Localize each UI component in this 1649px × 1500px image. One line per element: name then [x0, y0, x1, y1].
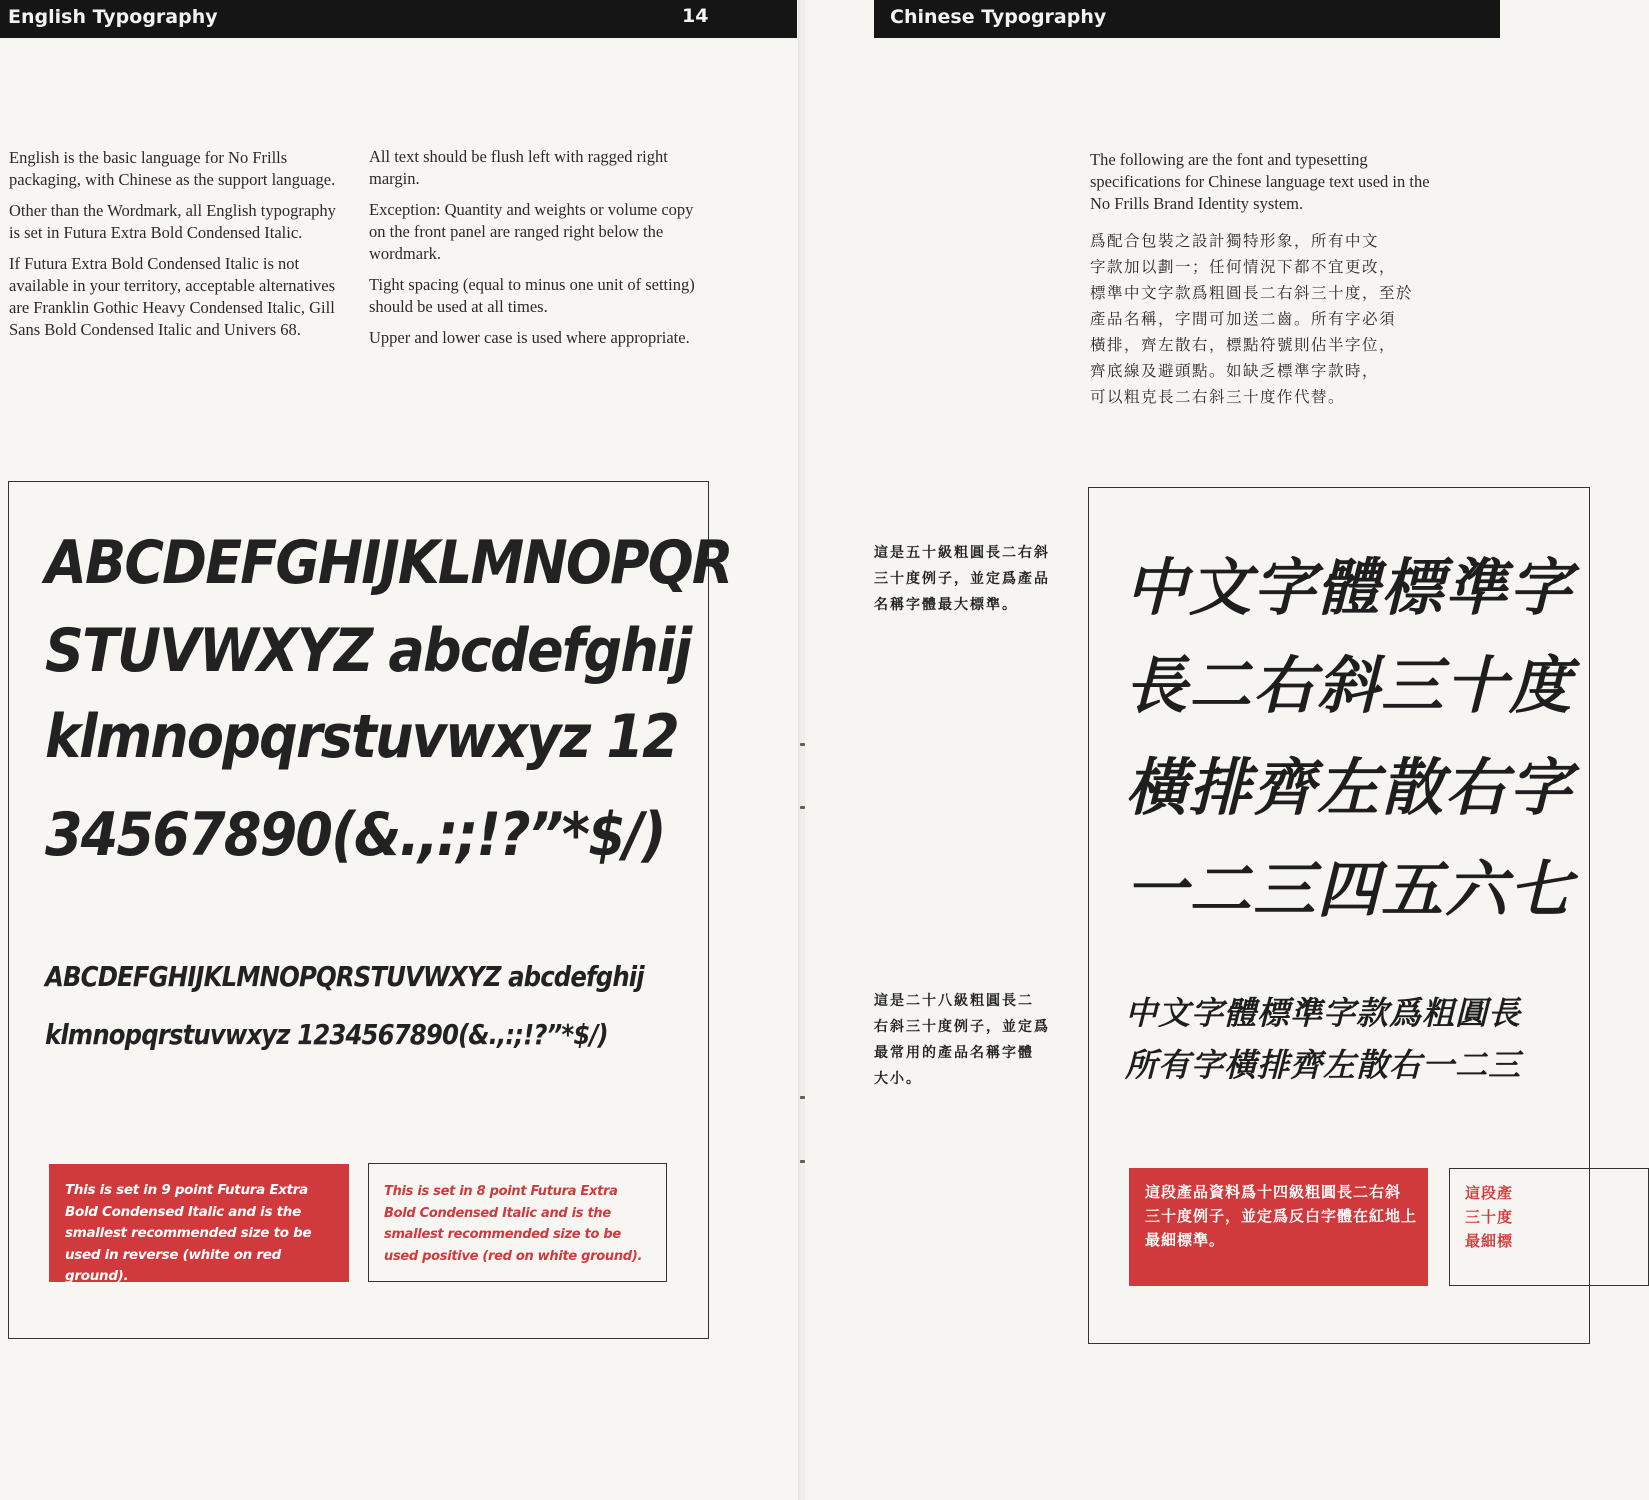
specimen-line-large: 長二右斜三十度: [1125, 649, 1574, 722]
text-line: 標準中文字款爲粗圓長二右斜三十度，至於: [1090, 284, 1414, 302]
text-line: 產品名稱，字間可加送二齒。所有字必須: [1090, 310, 1397, 328]
english-type-specimen: [8, 481, 732, 1339]
english-typography-page: [0, 0, 800, 1500]
paragraph: All text should be flush left with ragged right margin.: [369, 147, 668, 188]
specimen-line-large: 中文字體標準字: [1125, 551, 1574, 624]
specimen-line-small: ABCDEFGHIJKLMNOPQRSTUVWXYZ abcdefghij: [45, 960, 644, 993]
specimen-line-large: 34567890(&.,:;!?”*$/): [45, 800, 665, 870]
intro-text: [1090, 149, 1445, 224]
paragraph: Exception: Quantity and weights or volume copy on the front panel are ranged right below the wordmark.: [369, 200, 694, 263]
sample-line: 最細標準。: [1145, 1231, 1226, 1249]
paragraph: If Futura Extra Bold Condensed Italic is not available in your territory, acceptable alternatives are Franklin Gothic Heavy Condensed Italic, Gill Sans Bold Condensed Italic and Univers 68.: [9, 254, 336, 339]
paragraph: Other than the Wordmark, all English typography is set in Futura Extra Bold Condensed Italic.: [9, 201, 336, 242]
body-text-column-2: [369, 146, 714, 358]
reverse-size-sample: [1129, 1168, 1428, 1286]
body-text-column-1: [9, 147, 339, 350]
caption-line: 名稱字體最大標準。: [874, 597, 1018, 613]
caption-line: 最常用的產品名稱字體: [874, 1045, 1034, 1061]
sample-line: 這段產品資料爲十四級粗圓長二右斜: [1145, 1183, 1402, 1201]
sample-line: 三十度例子，並定爲反白字體在紅地上: [1145, 1207, 1418, 1225]
chinese-body-text: [1090, 228, 1450, 410]
paragraph: English is the basic language for No Frills packaging, with Chinese as the support language.: [9, 148, 336, 189]
page-number: 14: [682, 5, 709, 27]
page-title: Chinese Typography: [890, 6, 1107, 28]
specimen-line-large: klmnopqrstuvwxyz 12: [45, 702, 678, 772]
text-line: 橫排，齊左散右，標點符號則佔半字位，: [1090, 336, 1397, 354]
caption-line: 大小。: [874, 1071, 922, 1087]
specimen-line-large: 橫排齊左散右字: [1125, 751, 1574, 824]
paragraph: The following are the font and typesetting specifications for Chinese language text used in the No Frills Brand Identity system.: [1090, 150, 1430, 213]
text-line: 字款加以劃一；任何情況下都不宜更改，: [1090, 258, 1397, 276]
caption-line: 這是五十級粗圓長二右斜: [874, 545, 1050, 561]
page-header: [874, 0, 1500, 38]
page-title: English Typography: [8, 6, 218, 28]
positive-size-sample: This is set in 8 point Futura Extra Bold Condensed Italic and is the smallest recommended size to be used positive (red on white ground).: [368, 1163, 667, 1282]
paragraph: Upper and lower case is used where appropriate.: [369, 328, 690, 347]
caption-common-size: [874, 988, 1074, 1092]
sample-line: 三十度: [1465, 1208, 1514, 1226]
caption-line: 這是二十八級粗圓長二: [874, 993, 1034, 1009]
caption-line: 三十度例子，並定爲產品: [874, 571, 1050, 587]
specimen-line-large: 一二三四五六七: [1125, 853, 1574, 926]
text-line: 齊底線及避頭點。如缺乏標準字款時，: [1090, 362, 1380, 380]
specimen-line-medium: 所有字橫排齊左散右一二三: [1125, 1046, 1522, 1084]
specimen-line-small: klmnopqrstuvwxyz 1234567890(&.,:;!?”*$/): [45, 1018, 608, 1051]
positive-size-sample: [1449, 1168, 1649, 1286]
reverse-size-sample: This is set in 9 point Futura Extra Bold Condensed Italic and is the smallest recommended size to be used in reverse (white on red ground).: [49, 1164, 349, 1282]
text-line: 爲配合包裝之設計獨特形象，所有中文: [1090, 232, 1380, 250]
sample-line: 這段產: [1465, 1184, 1514, 1202]
text-line: 可以粗克長二右斜三十度作代替。: [1090, 388, 1346, 406]
sample-line: 最細標: [1465, 1232, 1514, 1250]
chinese-typography-page: [805, 0, 1574, 1500]
caption-line: 右斜三十度例子，並定爲: [874, 1019, 1050, 1035]
paragraph: Tight spacing (equal to minus one unit of setting) should be used at all times.: [369, 275, 695, 316]
caption-large-size: [874, 540, 1074, 618]
specimen-line-large: ABCDEFGHIJKLMNOPQR: [45, 528, 732, 598]
specimen-line-large: STUVWXYZ abcdefghij: [45, 616, 691, 686]
specimen-line-medium: 中文字體標準字款爲粗圓長: [1125, 994, 1522, 1032]
chinese-type-specimen: [1088, 487, 1590, 1344]
page-header: [0, 0, 797, 38]
